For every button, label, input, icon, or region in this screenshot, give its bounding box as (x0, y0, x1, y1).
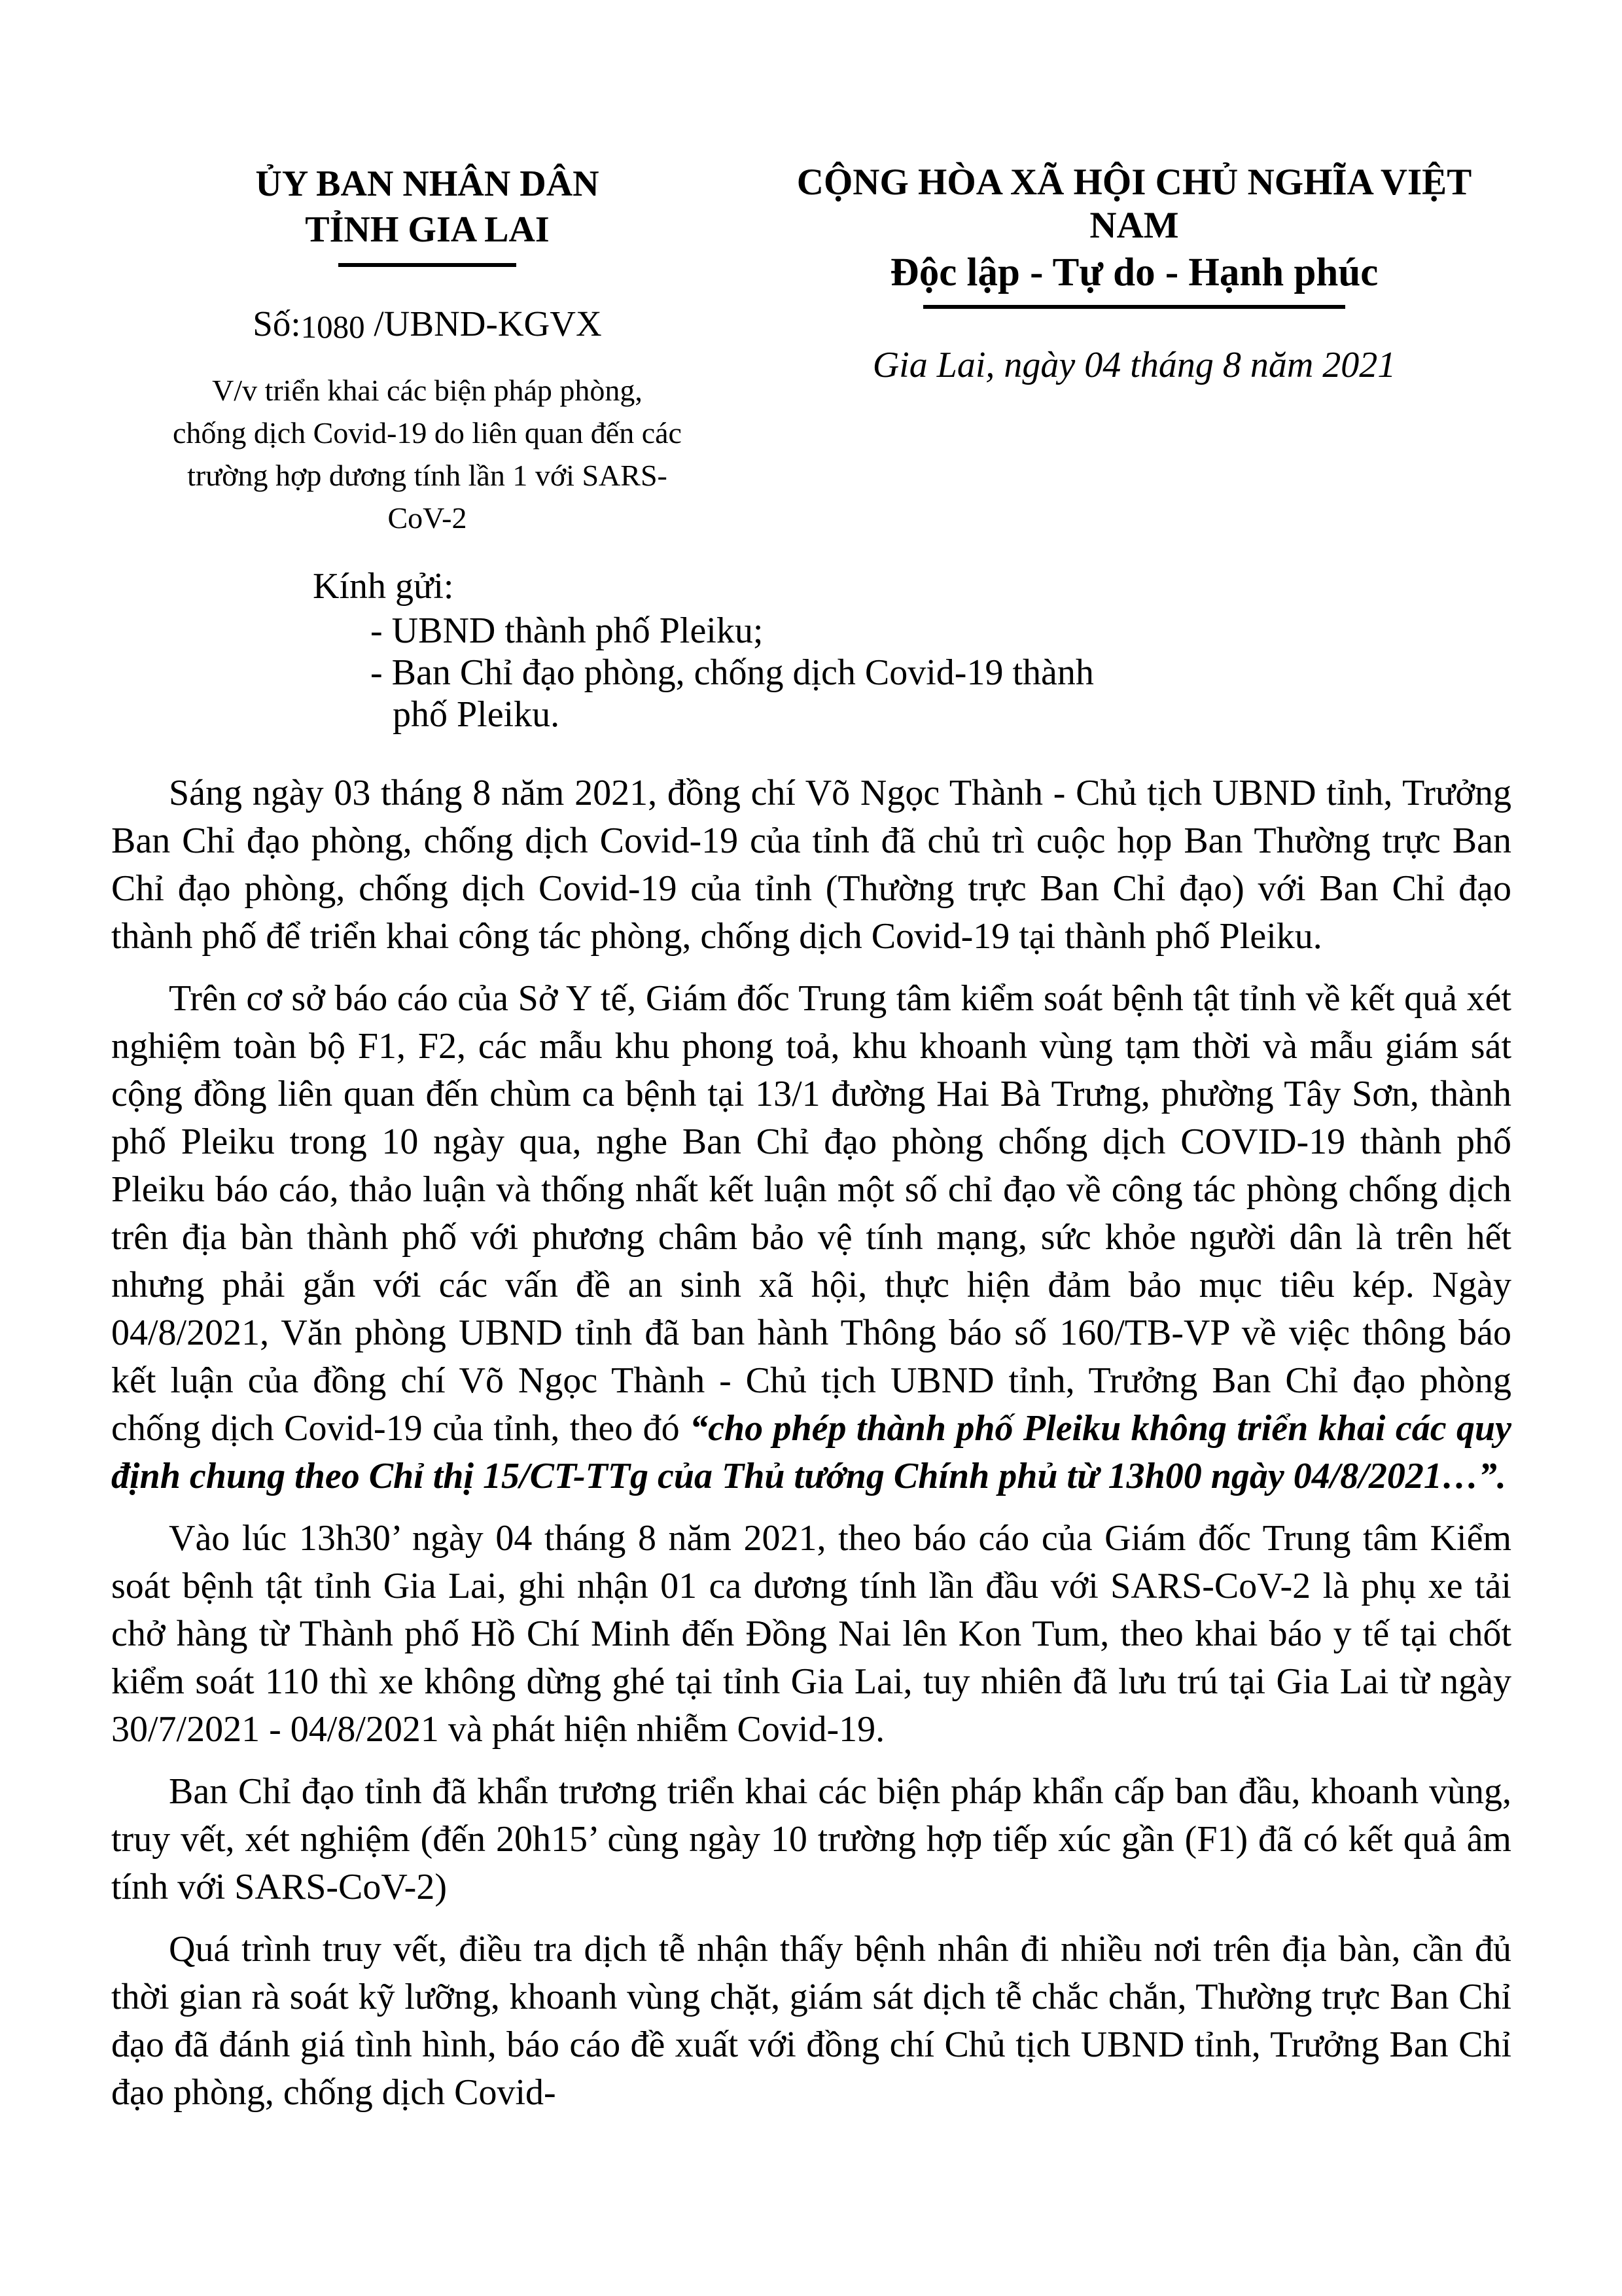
body-paragraph-2 (111, 975, 1511, 1500)
header-issuing-authority (97, 161, 758, 539)
document-number-prefix: Số: (253, 304, 301, 344)
body-paragraph-2-quote: “cho phép thành phố Pleiku không triển khai các quy định chung theo Chỉ thị 15/CT-TTg của Thủ tướng Chính phủ từ 13h00 ngày 04/8/2021…”. (111, 1408, 1512, 1496)
recipient-item: - Ban Chỉ đạo phòng, chống dịch Covid-19 thành phố Pleiku. (370, 652, 1094, 735)
document-number-suffix: /UBND-KGVX (364, 304, 602, 344)
document-header (0, 0, 1622, 539)
recipient-item: - UBND thành phố Pleiku; (370, 610, 764, 651)
recipient-list (370, 610, 1622, 735)
body-paragraph-4: Ban Chỉ đạo tỉnh đã khẩn trương triển khai các biện pháp khẩn cấp ban đầu, khoanh vùng, truy vết, xét nghiệm (đến 20h15’ cùng ngày 10 trường hợp tiếp xúc gần (F1) đã có kết quả âm tính với SARS-CoV-2) (111, 1771, 1511, 1907)
body-paragraph-2-text: Trên cơ sở báo cáo của Sở Y tế, Giám đốc Trung tâm kiểm soát bệnh tật tỉnh về kết quả xét nghiệm toàn bộ F1, F2, các mẫu khu phong toả, khu khoanh vùng tạm thời và mẫu giám sát cộng đồng liên quan đến chùm ca bệnh tại 13/1 đường Hai Bà Trưng, phường Tây Sơn, thành phố Pleiku trong 10 ngày qua, nghe Ban Chỉ đạo phòng chống dịch COVID-19 thành phố Pleiku báo cáo, thảo luận và thống nhất kết luận một số chỉ đạo về công tác phòng chống dịch trên địa bàn thành phố với phương châm bảo vệ tính mạng, sức khỏe người dân là trên hết nhưng phải gắn với các vấn đề an sinh xã hội, thực hiện đảm bảo mục tiêu kép. Ngày 04/8/2021, Văn phòng UBND tỉnh đã ban hành Thông báo số 160/TB-VP về việc thông báo kết luận của đồng chí Võ Ngọc Thành - Chủ tịch UBND tỉnh, Trưởng Ban Chỉ đạo phòng chống dịch Covid-19 của tỉnh, theo đó (111, 978, 1511, 1449)
document-subject: V/v triển khai các biện pháp phòng, chống dịch Covid-19 do liên quan đến các trường hợp dương tính lần 1 với SARS-CoV-2 (173, 374, 682, 535)
document-number (97, 304, 758, 345)
issuing-org-name: ỦY BAN NHÂN DÂN (255, 164, 599, 204)
body-paragraph-1: Sáng ngày 03 tháng 8 năm 2021, đồng chí Võ Ngọc Thành - Chủ tịch UBND tỉnh, Trưởng Ban Chỉ đạo phòng, chống dịch Covid-19 của tỉnh đã chủ trì cuộc họp Ban Thường trực Ban Chỉ đạo phòng, chống dịch Covid-19 của tỉnh (Thường trực Ban Chỉ đạo) với Ban Chỉ đạo thành phố để triển khai công tác phòng, chống dịch Covid-19 tại thành phố Pleiku. (111, 773, 1511, 957)
body-paragraph-5: Quá trình truy vết, điều tra dịch tễ nhận thấy bệnh nhân đi nhiều nơi trên địa bàn, cần đủ thời gian rà soát kỹ lưỡng, khoanh vùng chặt, giám sát dịch tễ chắc chắn, Thường trực Ban Chỉ đạo đã đánh giá tình hình, báo cáo đề xuất với đồng chí Chủ tịch UBND tỉnh, Trưởng Ban Chỉ đạo phòng, chống dịch Covid- (111, 1929, 1511, 2113)
national-title: CỘNG HÒA XÃ HỘI CHỦ NGHĨA VIỆT NAM (796, 162, 1472, 246)
national-motto: Độc lập - Tự do - Hạnh phúc (890, 251, 1379, 294)
issuing-org-province: TỈNH GIA LAI (305, 209, 550, 250)
place-date-line: Gia Lai, ngày 04 tháng 8 năm 2021 (872, 345, 1396, 385)
header-left-divider (338, 263, 516, 267)
document-body (111, 769, 1511, 2117)
body-paragraph-3: Vào lúc 13h30’ ngày 04 tháng 8 năm 2021, theo báo cáo của Giám đốc Trung tâm Kiểm soát bệnh tật tỉnh Gia Lai, ghi nhận 01 ca dương tính lần đầu với SARS-CoV-2 là phụ xe tải chở hàng từ Thành phố Hồ Chí Minh đến Đồng Nai lên Kon Tum, theo khai báo y tế tại chốt kiểm soát 110 thì xe không dừng ghé tại tỉnh Gia Lai, tuy nhiên đã lưu trú tại Gia Lai từ ngày 30/7/2021 - 04/8/2021 và phát hiện nhiễm Covid-19. (111, 1518, 1511, 1750)
header-right-divider (923, 305, 1345, 309)
salutation-label: Kính gửi: (313, 566, 454, 607)
header-national-motto (758, 161, 1511, 539)
document-number-value: 1080 (300, 309, 365, 345)
